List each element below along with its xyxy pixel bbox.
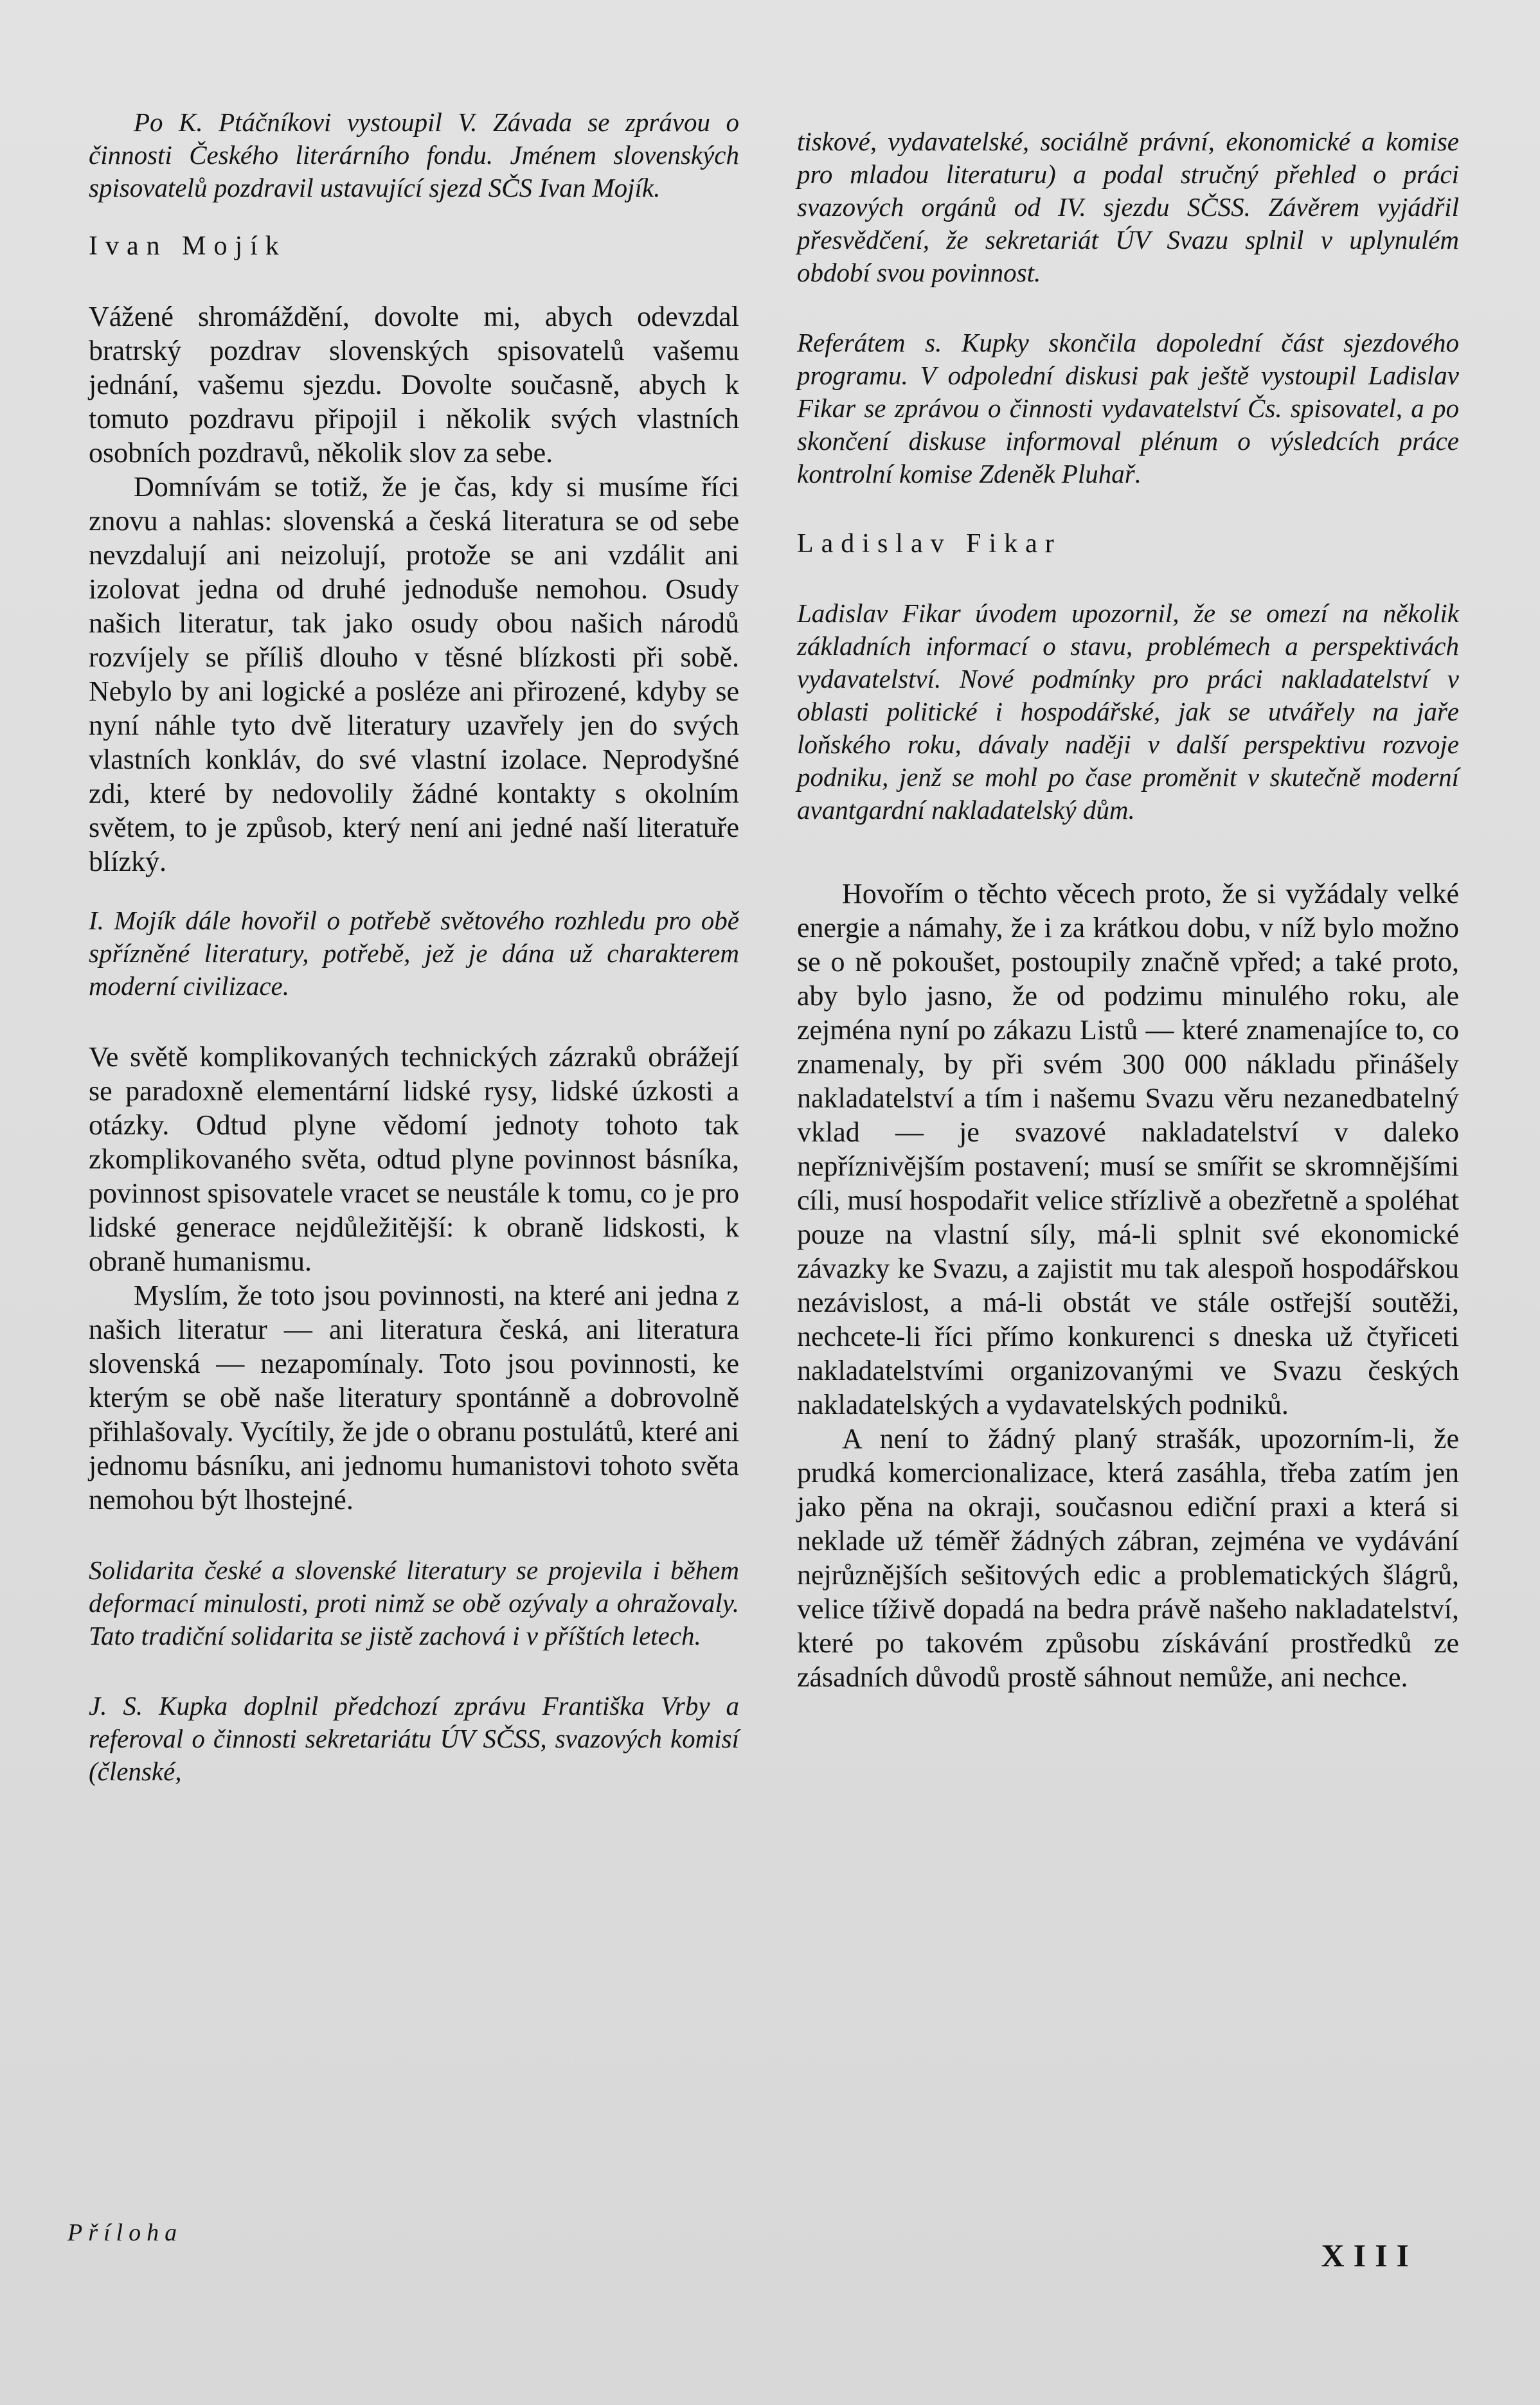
left-column [89,106,739,1788]
editorial-note: Solidarita české a slovenské literatury se projevila i během deformací minulosti, proti nimž se obě ozývaly a ohražovaly. Tato tradiční solidarita se jistě zachová i v příštích letech. [89,1555,739,1650]
speaker-heading-mojik: Ivan Mojík [89,231,287,261]
editorial-note-continued: tiskové, vydavatelské, sociálně právní, ekonomické a komise pro mladou literaturu) a podal stručný přehled o práci svazových orgánů od IV. sjezdu SČSS. Závěrem vyjádřil přesvědčení, že sekretariát ÚV Svazu splnil v uplynulém období svou povinnost. [797,127,1459,287]
speech-paragraph: A není to žádný planý strašák, upozorním-li, že prudká komercionalizace, která zasáhla, třeba zatím jen jako pěna na okraji, současnou ediční praxi a která si neklade už téměř žádných zábran, zejména ve vydávání nejrůznějších sešitových edic a problematických šlágrů, velice tíživě dopadá na bedra právě našeho nakladatelství, které po takovém způsobu získávání prostředků ze zásadních důvodů prostě sáhnout nemůže, ani nechce. [797,1423,1459,1693]
editorial-note: I. Mojík dále hovořil o potřebě světového rozhledu pro obě spřízněné literatury, potřebě, jež je dána už charakterem moderní civilizace. [89,906,739,1001]
speech-paragraph: Hovořím o těchto věcech proto, že si vyžádaly velké energie a námahy, že i za krátkou dobu, v níž bylo možno se o ně pokoušet, postoupily značně vpřed; a také proto, aby bylo jasno, že od podzimu minulého roku, ale zejména nyní po zákazu Listů — které znamenajíce to, co znamenaly, by při svém 300 000 nákladu přinášely nakladatelství a tím i našemu Svazu věru nezanedbatelný vklad — je svazové nakladatelství v daleko nepříznivějším postavení; musí se smířit se skromnějšími cíli, musí hospodařit velice střízlivě a obezřetně a spoléhat pouze na vlastní síly, má-li splnit své ekonomické závazky ke Svazu, a zajistit mu tak alespoň hospodářskou nezávislost, a má-li obstát ve stále ostřejší soutěži, nechcete-li říci přímo konkurenci s dneska už čtyřiceti nakladatelstvími organizovanými ve Svazu českých nakladatelských a vydavatelských podniků. [797,878,1459,1420]
speaker-heading-fikar: Ladislav Fikar [797,529,1062,559]
speech-paragraph: Vážené shromáždění, dovolte mi, abych odevzdal bratrský pozdrav slovenských spisovatelů vašemu jednání, vašemu sjezdu. Dovolte současně, abych k tomuto pozdravu připojil i několik svých vlastních osobních pozdravů, několik slov za sebe. [89,301,739,469]
page-number: XIII [1321,2237,1418,2273]
speech-paragraph: Myslím, že toto jsou povinnosti, na které ani jedna z našich literatur — ani literatura česká, ani literatura slovenská — nezapomínaly. Toto jsou povinnosti, ke kterým se obě naše literatury spontánně a dobrovolně přihlašovaly. Vycítily, že jde o obranu postulátů, které ani jednomu básníku, ani jednomu humanistovi tohoto světa nemohou být lhostejné. [89,1280,739,1515]
editorial-note: Ladislav Fikar úvodem upozornil, že se omezí na několik základních informací o stavu, problémech a perspektivách vydavatelství. Nové podmínky pro práci nakladatelství v oblasti politické i hospodářské, jak se utvářely na jaře loňského roku, dávaly naději v další perspektivu rozvoje podniku, jenž se mohl po čase proměnit v skutečně moderní avantgardní nakladatelský dům. [797,598,1459,825]
intro-note: Po K. Ptáčníkovi vystoupil V. Závada se zprávou o činnosti Českého literárního fondu. Jménem slovenských spisovatelů pozdravil ustavující sjezd SČS Ivan Mojík. [89,107,739,202]
footer-supplement-label: Příloha [67,2219,183,2246]
speech-paragraph: Ve světě komplikovaných technických zázraků obrážejí se paradoxně elementární lidské rysy, lidské úzkosti a otázky. Odtud plyne vědomí jednoty tohoto tak zkomplikovaného světa, odtud plyne povinnost básníka, povinnost spisovatele vracet se neustále k tomu, co je pro lidské generace nejdůležitější: k obraně lidskosti, k obraně humanismu. [89,1041,739,1277]
editorial-note: J. S. Kupka doplnil předchozí zprávu Františka Vrby a referoval o činnosti sekretariátu ÚV SČSS, svazových komisí (členské, [89,1691,739,1786]
speech-paragraph: Domnívám se totiž, že je čas, kdy si musíme říci znovu a nahlas: slovenská a česká literatura se od sebe nevzdalují ani neizolují, protože se ani vzdálit ani izolovat jedna od druhé jednoduše nemohou. Osudy našich literatur, tak jako osudy obou našich národů rozvíjely se příliš dlouho v těsné blízkosti při sobě. Nebylo by ani logické a posléze ani přirozené, kdyby se nyní náhle tyto dvě literatury uzavřely jen do svých vlastních konkláv, do své vlastní izolace. Neprodyšné zdi, které by nedovolily žádné kontakty s okolním světem, to je způsob, který není ani jedné naší literatuře blízký. [89,471,739,877]
right-column [797,125,1459,1694]
editorial-note: Referátem s. Kupky skončila dopolední část sjezdového programu. V odpolední diskusi pak ještě vystoupil Ladislav Fikar se zprávou o činnosti vydavatelství Čs. spisovatel, a po skončení diskuse informoval plénum o výsledcích práce kontrolní komise Zdeněk Pluhař. [797,328,1459,488]
